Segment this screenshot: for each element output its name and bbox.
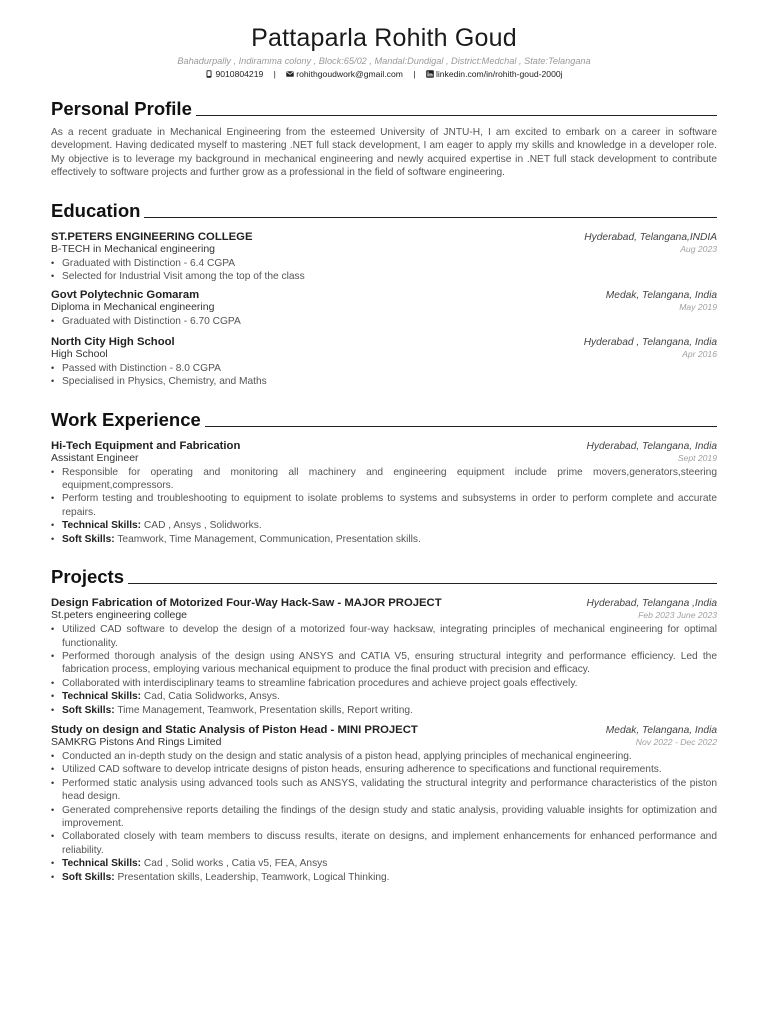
- skills-value: Teamwork, Time Management, Communication, Presentation skills.: [117, 533, 421, 545]
- profile-section: [51, 96, 717, 180]
- project-entry: [51, 597, 717, 717]
- list-item: • Generated comprehensive reports detailing the findings of the design study and static analysis, providing valuable insights for optimization and improvement.: [51, 804, 717, 831]
- section-header: [51, 407, 717, 431]
- degree: Diploma in Mechanical engineering: [51, 301, 215, 314]
- list-item: • Selected for Industrial Visit among the top of the class: [51, 270, 717, 283]
- date: Aug 2023: [680, 243, 717, 254]
- date: Apr 2016: [682, 348, 717, 359]
- location: Hyderabad, Telangana, India: [586, 440, 717, 452]
- projects-section: [51, 564, 717, 884]
- skills-value: Cad , Solid works , Catia v5, FEA, Ansys: [143, 858, 328, 870]
- section-rule: [128, 583, 717, 584]
- envelope-icon: [286, 70, 294, 78]
- email-link[interactable]: rohithgoudwork@gmail.com: [296, 69, 403, 79]
- resume-page: [51, 22, 717, 884]
- date: Nov 2022 - Dec 2022: [635, 736, 717, 747]
- phone-icon: [205, 70, 213, 78]
- skills-value: Time Management, Teamwork, Presentation skills, Report writing.: [117, 704, 413, 716]
- linkedin-icon: [426, 70, 434, 78]
- bullet-list: [51, 315, 717, 328]
- linkedin-link[interactable]: linkedin.com/in/rohith-goud-2000j: [435, 69, 563, 79]
- skills-label: Technical Skills:: [62, 520, 142, 532]
- location: Hyderabad, Telangana ,India: [586, 598, 717, 610]
- project-title: Design Fabrication of Motorized Four-Way Hack-Saw - MAJOR PROJECT: [51, 597, 442, 610]
- institution-name: Govt Polytechnic Gomaram: [51, 289, 200, 302]
- list-item: • Perform testing and troubleshooting to equipment to isolate problems to systems and subsystems in order to perform complete and accurate repairs.: [51, 492, 717, 519]
- section-header: [51, 198, 717, 222]
- date: Sept 2019: [677, 452, 717, 463]
- list-item: • Conducted an in-depth study on the design and static analysis of a piston head, applying principles of mechanical engineering.: [51, 750, 717, 763]
- list-item: • Collaborated with interdisciplinary teams to streamline fabrication procedures and achieve project goals effectively.: [51, 677, 717, 690]
- section-header: [51, 564, 717, 588]
- skills-value: Presentation skills, Leadership, Teamwork, Logical Thinking.: [117, 871, 390, 883]
- education-entry: [51, 231, 717, 284]
- resume-header: [51, 24, 717, 79]
- section-title: Education: [51, 199, 141, 221]
- list-item: • Utilized CAD software to develop intricate designs of piston heads, ensuring adherence to specifications and functional requirements.: [51, 763, 717, 776]
- skills-value: Cad, Catia Solidworks, Ansys.: [143, 691, 280, 703]
- institution-name: ST.PETERS ENGINEERING COLLEGE: [51, 230, 253, 243]
- date: May 2019: [679, 302, 717, 313]
- bullet-list: [51, 750, 717, 884]
- bullet-list: [51, 257, 717, 284]
- list-item: • Graduated with Distinction - 6.70 CGPA: [51, 315, 717, 328]
- section-title: Personal Profile: [51, 98, 192, 119]
- list-item: • Graduated with Distinction - 6.4 CGPA: [51, 257, 717, 270]
- skills-label: Technical Skills:: [62, 691, 142, 703]
- location: Medak, Telangana, India: [605, 290, 717, 302]
- separator: |: [413, 69, 416, 79]
- degree: B-TECH in Mechanical engineering: [51, 242, 215, 255]
- work-entry: [51, 440, 717, 546]
- skills-label: Soft Skills:: [62, 533, 115, 545]
- candidate-name: Pattaparla Rohith Goud: [251, 24, 517, 52]
- list-item: • Passed with Distinction - 8.0 CGPA: [51, 362, 717, 375]
- section-rule: [205, 426, 717, 427]
- bullet-list: [51, 623, 717, 717]
- bullet-list: [51, 466, 717, 546]
- project-organization: SAMKRG Pistons And Rings Limited: [51, 735, 222, 748]
- location: Hyderabad, Telangana,INDIA: [584, 231, 717, 243]
- list-item: • Utilized CAD software to develop the design of a motorized four-way hacksaw, integrating principles of mechanical engineering for optimal functionality.: [51, 623, 717, 650]
- bullet-list: [51, 362, 717, 389]
- date: Feb 2023 June 2023: [638, 610, 717, 621]
- skills-label: Soft Skills:: [62, 871, 115, 883]
- section-header: [51, 96, 717, 120]
- project-entry: [51, 724, 717, 884]
- education-entry: [51, 336, 717, 389]
- skills-label: Soft Skills:: [62, 704, 115, 716]
- separator: |: [273, 69, 276, 79]
- skills-item: [51, 519, 717, 532]
- location: Hyderabad , Telangana, India: [583, 336, 717, 348]
- skills-item: [51, 533, 717, 546]
- location: Medak, Telangana, India: [605, 724, 717, 736]
- project-organization: St.peters engineering college: [51, 609, 188, 622]
- section-title: Projects: [51, 566, 125, 588]
- skills-label: Technical Skills:: [62, 858, 142, 870]
- skills-item: [51, 704, 717, 717]
- company-name: Hi-Tech Equipment and Fabrication: [51, 439, 241, 452]
- education-entry: [51, 289, 717, 328]
- section-rule: [144, 217, 717, 218]
- phone-number[interactable]: 9010804219: [215, 69, 264, 79]
- project-title: Study on design and Static Analysis of Piston Head - MINI PROJECT: [51, 723, 418, 736]
- degree: High School: [51, 347, 108, 360]
- education-section: [51, 198, 717, 389]
- section-title: Work Experience: [51, 408, 201, 430]
- list-item: • Performed thorough analysis of the design using ANSYS and CATIA V5, ensuring structural integrity and performance efficiency. Led the fabrication process, employing various mechanical equipment to produce the final product with precision and efficacy.: [51, 650, 717, 677]
- skills-item: [51, 857, 717, 870]
- job-title: Assistant Engineer: [51, 451, 139, 464]
- section-rule: [196, 115, 717, 116]
- list-item: • Performed static analysis using advanced tools such as ANSYS, validating the structural integrity and performance characteristics of the piston head design.: [51, 777, 717, 804]
- skills-item: [51, 690, 717, 703]
- list-item: • Responsible for operating and monitoring all machinery and engineering equipment include prime movers,generators,steering equipment,compressors.: [51, 466, 717, 493]
- address: Bahadurpally , Indiramma colony , Block:65/02 , Mandal:Dundigal , District:Medchal , State:Telangana: [177, 56, 591, 66]
- skills-value: CAD , Ansys , Solidworks.: [143, 520, 262, 532]
- list-item: • Specialised in Physics, Chemistry, and Maths: [51, 375, 717, 388]
- skills-item: [51, 871, 717, 884]
- list-item: • Collaborated closely with team members to discuss results, iterate on designs, and implement enhancements for enhanced performance and reliability.: [51, 830, 717, 857]
- contact-line: [51, 69, 717, 79]
- institution-name: North City High School: [51, 335, 175, 348]
- profile-text: As a recent graduate in Mechanical Engineering from the esteemed University of JNTU-H, I am excited to embark on a career in software development. Having dedicated myself to mastering .NET full stack development, I am eager to apply my skills and knowledge in a developer role. My objective is to leverage my background in mechanical engineering and newly acquired expertise in .NET full stack development to contribute effectively to software projects and further grow as a professional in the field of software engineering.: [51, 127, 717, 179]
- work-section: [51, 407, 717, 546]
